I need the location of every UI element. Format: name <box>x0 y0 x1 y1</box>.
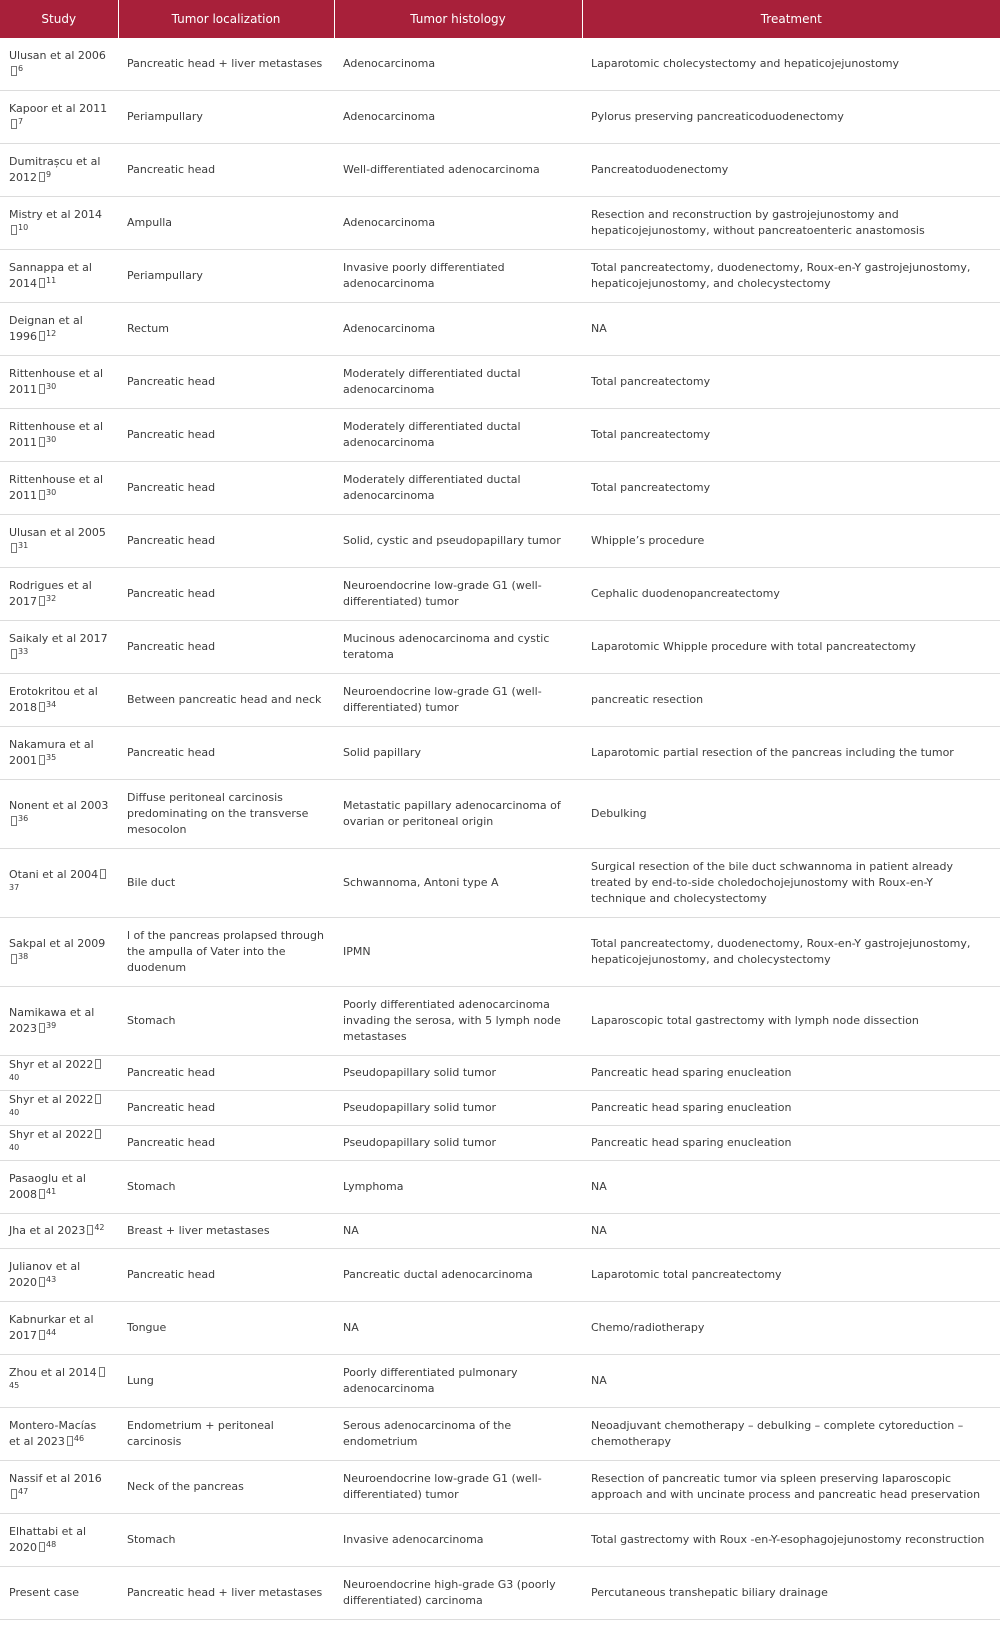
tumor-histology-cell: Neuroendocrine low-grade G1 (well-differentiated) tumor <box>334 568 582 621</box>
reference-link-icon[interactable] <box>95 1094 101 1104</box>
study-name: Erotokritou et al 2018 <box>9 685 98 714</box>
study-name: Jha et al 2023 <box>9 1224 86 1237</box>
tumor-histology-cell: Schwannoma, Antoni type A <box>334 849 582 918</box>
study-name: Shyr et al 2022 <box>9 1093 94 1106</box>
table-row <box>0 849 1000 918</box>
study-name: Dumitrașcu et al 2012 <box>9 155 101 184</box>
study-cell <box>0 1126 118 1161</box>
study-cell <box>0 621 118 674</box>
treatment-cell: NA <box>582 1355 1000 1408</box>
reference-number: 33 <box>18 647 29 656</box>
tumor-histology-cell: Serous adenocarcinoma of the endometrium <box>334 1408 582 1461</box>
study-cell <box>0 462 118 515</box>
study-name: Nassif et al 2016 <box>9 1472 102 1485</box>
treatment-cell: Total pancreatectomy <box>582 356 1000 409</box>
reference-number: 47 <box>18 1487 29 1496</box>
reference-link-icon[interactable] <box>39 278 45 288</box>
treatment-cell: Percutaneous transhepatic biliary drainage <box>582 1567 1000 1620</box>
table-row <box>0 1355 1000 1408</box>
table-row <box>0 1126 1000 1161</box>
reference-link-icon[interactable] <box>95 1059 101 1069</box>
reference-link-icon[interactable] <box>39 437 45 447</box>
treatment-cell: Cephalic duodenopancreatectomy <box>582 568 1000 621</box>
tumor-histology-cell: IPMN <box>334 918 582 987</box>
tumor-localization-cell: Pancreatic head <box>118 356 334 409</box>
reference-number: 10 <box>18 223 29 232</box>
reference-number: 11 <box>46 276 57 285</box>
study-name: Rittenhouse et al 2011 <box>9 473 104 502</box>
tumor-histology-cell: Poorly differentiated pulmonary adenocarcinoma <box>334 1355 582 1408</box>
tumor-localization-cell: Pancreatic head <box>118 144 334 197</box>
reference-number: 42 <box>94 1223 105 1232</box>
tumor-histology-cell: Adenocarcinoma <box>334 197 582 250</box>
reference-number: 46 <box>73 1434 85 1443</box>
reference-number: 44 <box>46 1328 57 1337</box>
tumor-localization-cell: Pancreatic head <box>118 1126 334 1161</box>
study-name: Otani et al 2004 <box>9 868 99 881</box>
study-name: Ulusan et al 2006 <box>9 49 106 62</box>
reference-number: 12 <box>46 329 57 338</box>
table-row <box>0 462 1000 515</box>
study-cell <box>0 1056 118 1091</box>
tumor-histology-cell: Pseudopapillary solid tumor <box>334 1056 582 1091</box>
table-row <box>0 303 1000 356</box>
study-name: Namikawa et al 2023 <box>9 1006 95 1035</box>
reference-number: 40 <box>9 1143 20 1152</box>
tumor-histology-cell: Pancreatic ductal adenocarcinoma <box>334 1249 582 1302</box>
study-name: Deignan et al 1996 <box>9 314 83 343</box>
reference-link-icon[interactable] <box>39 1189 45 1199</box>
study-cell <box>0 144 118 197</box>
study-cell <box>0 356 118 409</box>
study-name: Shyr et al 2022 <box>9 1128 94 1141</box>
study-cell <box>0 674 118 727</box>
reference-link-icon[interactable] <box>39 596 45 606</box>
reference-link-icon[interactable] <box>39 755 45 765</box>
treatment-cell: Neoadjuvant chemotherapy – debulking – complete cytoreduction – chemotherapy <box>582 1408 1000 1461</box>
reference-link-icon[interactable] <box>11 119 17 129</box>
reference-link-icon[interactable] <box>11 543 17 553</box>
reference-number: 43 <box>46 1275 57 1284</box>
study-name: Rittenhouse et al 2011 <box>9 420 104 449</box>
treatment-cell: Resection of pancreatic tumor via spleen preserving laparoscopic approach and with uncinate process and pancreatic head preservation <box>582 1461 1000 1514</box>
treatment-cell: Surgical resection of the bile duct schwannoma in patient already treated by end-to-side choledochojejunostomy with Roux-en-Y technique and cholecystectomy <box>582 849 1000 918</box>
reference-number: 31 <box>18 541 29 550</box>
tumor-localization-cell: Breast + liver metastases <box>118 1214 334 1249</box>
study-name: Julianov et al 2020 <box>9 1260 81 1289</box>
reference-number: 7 <box>18 117 24 126</box>
treatment-cell: Laparotomic Whipple procedure with total pancreatectomy <box>582 621 1000 674</box>
tumor-localization-cell: Periampullary <box>118 250 334 303</box>
tumor-localization-cell: Pancreatic head <box>118 515 334 568</box>
treatment-cell: Total pancreatectomy <box>582 462 1000 515</box>
reference-number: 40 <box>9 1073 20 1082</box>
reference-link-icon[interactable] <box>99 1367 105 1377</box>
tumor-histology-cell: Solid, cystic and pseudopapillary tumor <box>334 515 582 568</box>
study-cell <box>0 1214 118 1249</box>
treatment-cell: NA <box>582 303 1000 356</box>
tumor-histology-cell: Solid papillary <box>334 727 582 780</box>
table-row <box>0 1302 1000 1355</box>
reference-link-icon[interactable] <box>39 702 45 712</box>
table-row <box>0 1461 1000 1514</box>
tumor-histology-cell: Neuroendocrine low-grade G1 (well-differentiated) tumor <box>334 674 582 727</box>
reference-link-icon[interactable] <box>100 869 106 879</box>
table-row <box>0 356 1000 409</box>
reference-number: 48 <box>46 1540 57 1549</box>
table-row <box>0 1249 1000 1302</box>
treatment-cell: NA <box>582 1161 1000 1214</box>
tumor-localization-cell: Pancreatic head <box>118 621 334 674</box>
tumor-localization-cell: Pancreatic head <box>118 568 334 621</box>
table-row <box>0 38 1000 91</box>
tumor-histology-cell: Invasive adenocarcinoma <box>334 1514 582 1567</box>
tumor-histology-cell: Well-differentiated adenocarcinoma <box>334 144 582 197</box>
table-row <box>0 987 1000 1056</box>
study-cell <box>0 1567 118 1620</box>
reference-number: 41 <box>46 1187 57 1196</box>
study-cell <box>0 780 118 849</box>
reference-link-icon[interactable] <box>39 490 45 500</box>
table-header <box>0 0 1000 38</box>
treatment-cell: Whipple’s procedure <box>582 515 1000 568</box>
tumor-localization-cell: Periampullary <box>118 91 334 144</box>
study-cell <box>0 197 118 250</box>
table-row <box>0 1214 1000 1249</box>
tumor-histology-cell: NA <box>334 1214 582 1249</box>
study-cell <box>0 409 118 462</box>
study-cell <box>0 91 118 144</box>
table-row <box>0 1567 1000 1620</box>
tumor-localization-cell: Pancreatic head <box>118 462 334 515</box>
study-name: Saikaly et al 2017 <box>9 632 108 645</box>
treatment-cell: Debulking <box>582 780 1000 849</box>
header-tumor-histology: Tumor histology <box>334 0 582 38</box>
treatment-cell: Total pancreatectomy, duodenectomy, Roux-en-Y gastrojejunostomy, hepaticojejunostomy, and cholecystectomy <box>582 250 1000 303</box>
treatment-cell: Pancreatic head sparing enucleation <box>582 1091 1000 1126</box>
reference-number: 40 <box>9 1108 20 1117</box>
study-cell <box>0 250 118 303</box>
header-tumor-localization: Tumor localization <box>118 0 334 38</box>
tumor-histology-cell: Lymphoma <box>334 1161 582 1214</box>
reference-number: 35 <box>46 753 57 762</box>
reference-number: 37 <box>9 883 20 892</box>
study-cell <box>0 1355 118 1408</box>
reference-link-icon[interactable] <box>11 649 17 659</box>
reference-number: 45 <box>9 1381 20 1390</box>
reference-number: 36 <box>18 814 29 823</box>
study-cell <box>0 38 118 91</box>
tumor-histology-cell: Adenocarcinoma <box>334 91 582 144</box>
study-cell <box>0 1408 118 1461</box>
reference-number: 9 <box>46 170 52 179</box>
study-name: Rittenhouse et al 2011 <box>9 367 104 396</box>
reference-number: 34 <box>46 700 57 709</box>
tumor-localization-cell: Pancreatic head <box>118 1056 334 1091</box>
tumor-localization-cell: Pancreatic head + liver metastases <box>118 1567 334 1620</box>
reference-number: 6 <box>18 64 24 73</box>
reference-link-icon[interactable] <box>67 1436 73 1446</box>
treatment-cell: Pancreatic head sparing enucleation <box>582 1056 1000 1091</box>
treatment-cell: Total pancreatectomy <box>582 409 1000 462</box>
study-cell <box>0 1249 118 1302</box>
reference-number: 30 <box>46 435 57 444</box>
tumor-localization-cell: Stomach <box>118 987 334 1056</box>
study-cell <box>0 987 118 1056</box>
treatment-cell: Laparotomic cholecystectomy and hepaticojejunostomy <box>582 38 1000 91</box>
study-name: Elhattabi et al 2020 <box>9 1525 86 1554</box>
study-name: Shyr et al 2022 <box>9 1058 94 1071</box>
study-cell <box>0 1091 118 1126</box>
tumor-localization-cell: Pancreatic head <box>118 1249 334 1302</box>
table-row <box>0 1161 1000 1214</box>
tumor-histology-cell: Poorly differentiated adenocarcinoma invading the serosa, with 5 lymph node metastases <box>334 987 582 1056</box>
study-cell <box>0 849 118 918</box>
reference-link-icon[interactable] <box>39 1277 45 1287</box>
table-row <box>0 409 1000 462</box>
study-name: Pasaoglu et al 2008 <box>9 1172 86 1201</box>
study-name: Montero-Macías et al 2023 <box>9 1419 97 1448</box>
tumor-histology-cell: Moderately differentiated ductal adenocarcinoma <box>334 462 582 515</box>
study-cell <box>0 515 118 568</box>
study-cell <box>0 303 118 356</box>
study-name: Ulusan et al 2005 <box>9 526 106 539</box>
tumor-histology-cell: Pseudopapillary solid tumor <box>334 1091 582 1126</box>
reference-link-icon[interactable] <box>39 384 45 394</box>
reference-link-icon[interactable] <box>11 954 17 964</box>
table-row <box>0 780 1000 849</box>
treatment-cell: Total pancreatectomy, duodenectomy, Roux-en-Y gastrojejunostomy, hepaticojejunostomy, and cholecystectomy <box>582 918 1000 987</box>
tumor-histology-cell: Adenocarcinoma <box>334 303 582 356</box>
header-study: Study <box>0 0 118 38</box>
tumor-localization-cell: Rectum <box>118 303 334 356</box>
table-row <box>0 1056 1000 1091</box>
tumor-histology-cell: Mucinous adenocarcinoma and cystic teratoma <box>334 621 582 674</box>
tumor-localization-cell: Endometrium + peritoneal carcinosis <box>118 1408 334 1461</box>
reference-link-icon[interactable] <box>11 66 17 76</box>
tumor-localization-cell: Bile duct <box>118 849 334 918</box>
reference-number: 30 <box>46 488 57 497</box>
study-cell <box>0 1514 118 1567</box>
study-cell <box>0 1161 118 1214</box>
reference-link-icon[interactable] <box>39 331 45 341</box>
reference-link-icon[interactable] <box>11 1489 17 1499</box>
tumor-localization-cell: Stomach <box>118 1514 334 1567</box>
table-row <box>0 515 1000 568</box>
tumor-localization-cell: Between pancreatic head and neck <box>118 674 334 727</box>
tumor-histology-cell: Adenocarcinoma <box>334 38 582 91</box>
study-name: Nakamura et al 2001 <box>9 738 94 767</box>
table-row <box>0 91 1000 144</box>
treatment-cell: Total gastrectomy with Roux -en-Y-esophagojejunostomy reconstruction <box>582 1514 1000 1567</box>
treatment-cell: Pancreatic head sparing enucleation <box>582 1126 1000 1161</box>
tumor-localization-cell: l of the pancreas prolapsed through the ampulla of Vater into the duodenum <box>118 918 334 987</box>
tumor-localization-cell: Lung <box>118 1355 334 1408</box>
tumor-histology-cell: Invasive poorly differentiated adenocarcinoma <box>334 250 582 303</box>
tumor-histology-cell: Moderately differentiated ductal adenocarcinoma <box>334 409 582 462</box>
table-row <box>0 1514 1000 1567</box>
header-treatment: Treatment <box>582 0 1000 38</box>
reference-number: 32 <box>46 594 57 603</box>
reference-link-icon[interactable] <box>11 816 17 826</box>
study-name: Sannappa et al 2014 <box>9 261 92 290</box>
header-row <box>0 0 1000 38</box>
reference-link-icon[interactable] <box>11 225 17 235</box>
table-row <box>0 568 1000 621</box>
treatment-cell: Laparotomic total pancreatectomy <box>582 1249 1000 1302</box>
tumor-histology-cell: Metastatic papillary adenocarcinoma of ovarian or peritoneal origin <box>334 780 582 849</box>
study-name: Kabnurkar et al 2017 <box>9 1313 94 1342</box>
table-row <box>0 250 1000 303</box>
tumor-localization-cell: Stomach <box>118 1161 334 1214</box>
table-row <box>0 144 1000 197</box>
reference-link-icon[interactable] <box>87 1225 93 1235</box>
study-name: Zhou et al 2014 <box>9 1366 97 1379</box>
treatment-cell: Laparoscopic total gastrectomy with lymph node dissection <box>582 987 1000 1056</box>
tumor-localization-cell: Pancreatic head + liver metastases <box>118 38 334 91</box>
tumor-histology-cell: Moderately differentiated ductal adenocarcinoma <box>334 356 582 409</box>
reference-link-icon[interactable] <box>95 1129 101 1139</box>
reference-link-icon[interactable] <box>39 1330 45 1340</box>
tumor-localization-cell: Diffuse peritoneal carcinosis predominating on the transverse mesocolon <box>118 780 334 849</box>
study-name: Kapoor et al 2011 <box>9 102 108 115</box>
study-name: Rodrigues et al 2017 <box>9 579 92 608</box>
tumor-histology-cell: Neuroendocrine low-grade G1 (well-differentiated) tumor <box>334 1461 582 1514</box>
study-cell <box>0 1461 118 1514</box>
study-cell <box>0 918 118 987</box>
tumor-localization-cell: Tongue <box>118 1302 334 1355</box>
study-cell <box>0 1302 118 1355</box>
tumor-localization-cell: Pancreatic head <box>118 1091 334 1126</box>
treatment-cell: Resection and reconstruction by gastrojejunostomy and hepaticojejunostomy, without pancreatoenteric anastomosis <box>582 197 1000 250</box>
treatment-cell: Chemo/radiotherapy <box>582 1302 1000 1355</box>
reference-number: 30 <box>46 382 57 391</box>
study-name: Sakpal et al 2009 <box>9 937 106 950</box>
tumor-localization-cell: Ampulla <box>118 197 334 250</box>
study-name: Nonent et al 2003 <box>9 799 109 812</box>
tumor-localization-cell: Pancreatic head <box>118 727 334 780</box>
table-row <box>0 918 1000 987</box>
tumor-histology-cell: Pseudopapillary solid tumor <box>334 1126 582 1161</box>
tumor-localization-cell: Pancreatic head <box>118 409 334 462</box>
study-name: Mistry et al 2014 <box>9 208 102 221</box>
treatment-cell: Pancreatoduodenectomy <box>582 144 1000 197</box>
table-row <box>0 621 1000 674</box>
treatment-cell: pancreatic resection <box>582 674 1000 727</box>
tumor-localization-cell: Neck of the pancreas <box>118 1461 334 1514</box>
reference-link-icon[interactable] <box>39 1542 45 1552</box>
study-cell <box>0 568 118 621</box>
reference-link-icon[interactable] <box>39 172 45 182</box>
table-row <box>0 1408 1000 1461</box>
study-cell <box>0 727 118 780</box>
treatment-cell: NA <box>582 1214 1000 1249</box>
tumor-histology-cell: NA <box>334 1302 582 1355</box>
tumor-histology-cell: Neuroendocrine high-grade G3 (poorly differentiated) carcinoma <box>334 1567 582 1620</box>
reference-number: 39 <box>46 1021 57 1030</box>
study-name: Present case <box>9 1586 80 1599</box>
table-body <box>0 38 1000 1620</box>
reference-link-icon[interactable] <box>39 1023 45 1033</box>
table-row <box>0 674 1000 727</box>
table-row <box>0 727 1000 780</box>
reference-number: 38 <box>18 952 29 961</box>
treatment-cell: Laparotomic partial resection of the pancreas including the tumor <box>582 727 1000 780</box>
table-row <box>0 197 1000 250</box>
treatment-cell: Pylorus preserving pancreaticoduodenectomy <box>582 91 1000 144</box>
table-row <box>0 1091 1000 1126</box>
